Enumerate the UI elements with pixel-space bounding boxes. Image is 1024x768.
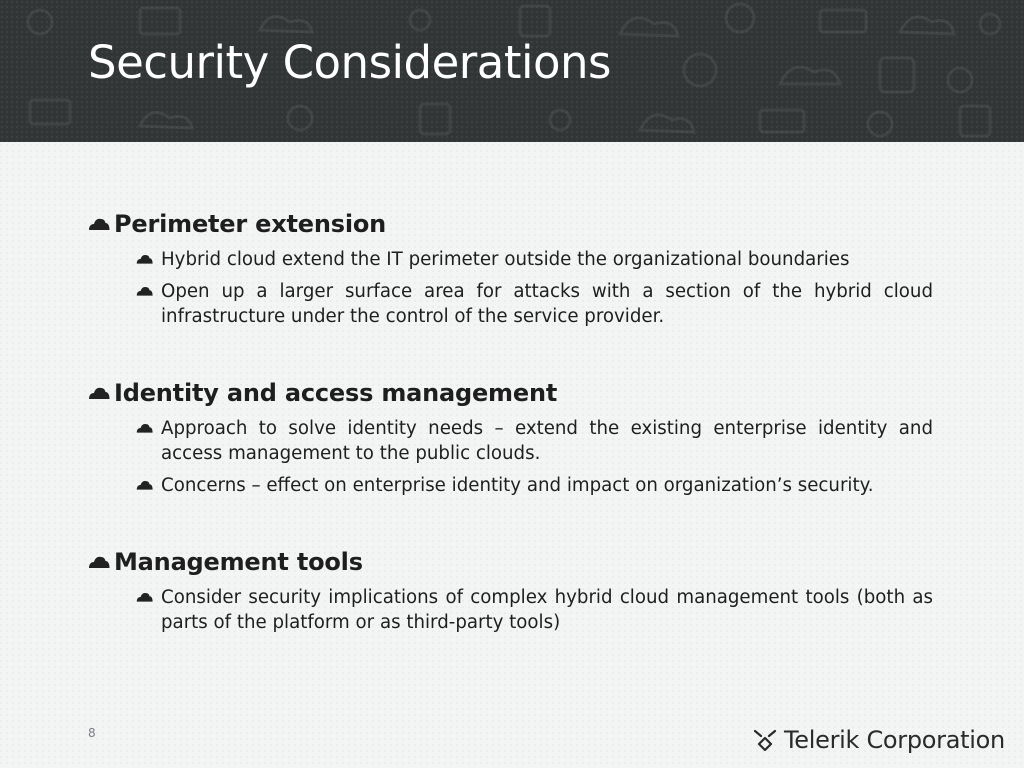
slide-title: Security Considerations	[88, 36, 611, 89]
list-item-text: Hybrid cloud extend the IT perimeter outside the organizational boundaries	[161, 249, 850, 270]
list-item-text: Concerns – effect on enterprise identity and impact on organization’s security.	[161, 475, 874, 496]
list-item	[136, 279, 938, 329]
cloud-icon	[88, 386, 110, 400]
list-item	[136, 416, 938, 466]
section-perimeter-extension	[88, 204, 938, 329]
slide-header	[0, 0, 1024, 142]
section-identity-access-management	[88, 373, 938, 498]
section-heading	[88, 373, 938, 413]
page-number: 8	[88, 726, 96, 740]
list-item	[136, 585, 938, 635]
list-item	[136, 247, 938, 272]
brand-footer	[752, 726, 1005, 754]
cloud-icon	[88, 555, 110, 569]
cloud-icon	[88, 217, 110, 231]
cloud-icon	[136, 253, 153, 265]
list-item-text: Open up a larger surface area for attacks with a section of the hybrid cloud infrastructure under the control of the service provider.	[161, 281, 933, 327]
section-title: Perimeter extension	[114, 210, 387, 238]
section-heading	[88, 204, 938, 244]
list-item-text: Consider security implications of complex hybrid cloud management tools (both as parts of the platform or as third-party tools)	[161, 587, 933, 633]
cloud-icon	[136, 285, 153, 297]
sub-list	[136, 585, 938, 635]
section-title: Identity and access management	[114, 379, 558, 407]
cloud-icon	[136, 479, 153, 491]
sub-list	[136, 416, 938, 498]
section-management-tools	[88, 542, 938, 635]
sub-list	[136, 247, 938, 329]
list-item	[136, 473, 938, 498]
list-item-text: Approach to solve identity needs – extend the existing enterprise identity and access management to the public clouds.	[161, 418, 933, 464]
telerik-logo-icon	[752, 727, 778, 753]
section-title: Management tools	[114, 548, 363, 576]
section-heading	[88, 542, 938, 582]
slide-content	[88, 204, 938, 679]
brand-name: Telerik Corporation	[784, 726, 1005, 754]
cloud-icon	[136, 591, 153, 603]
cloud-icon	[136, 422, 153, 434]
